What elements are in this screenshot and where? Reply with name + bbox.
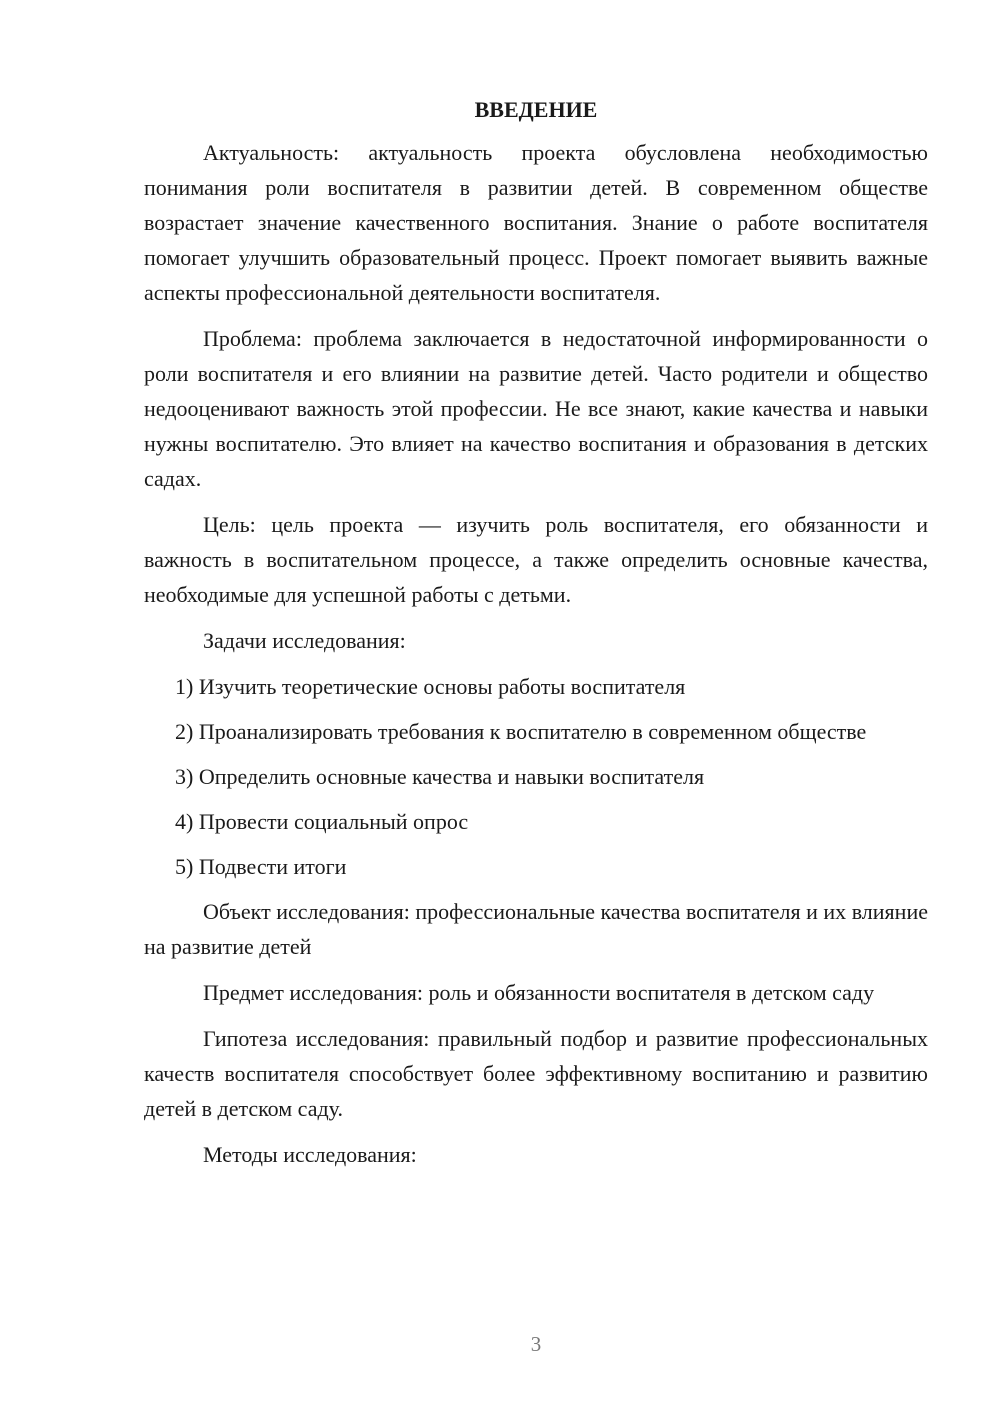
methods-heading: Методы исследования:	[203, 1142, 417, 1167]
tasks-heading: Задачи исследования:	[203, 628, 406, 653]
task-item-1: 1) Изучить теоретические основы работы воспитателя	[175, 674, 686, 699]
page-number: 3	[530, 1332, 542, 1356]
relevance-paragraph: Актуальность: актуальность проекта обусловлена необходимостью понимания роли воспитателя в развитии детей. В современном обществе возрастает значение качественного воспитания. Знание о работе воспитателя помогает улучшить образовательный процесс. Проект помогает выявить важные аспекты профессиональной деятельности воспитателя.	[144, 140, 928, 305]
goal-paragraph: Цель: цель проекта — изучить роль воспитателя, его обязанности и важность в воспитательном процессе, а также определить основные качества, необходимые для успешной работы с детьми.	[144, 512, 928, 607]
page-title: ВВЕДЕНИЕ	[474, 97, 598, 122]
problem-paragraph: Проблема: проблема заключается в недостаточной информированности о роли воспитателя и его влиянии на развитие детей. Часто родители и общество недооценивают важность этой профессии. Не все знают, какие качества и навыки нужны воспитателю. Это влияет на качество воспитания и образования в детских садах.	[144, 326, 928, 491]
subject-paragraph: Предмет исследования: роль и обязанности воспитателя в детском саду	[203, 980, 875, 1005]
object-paragraph: Объект исследования: профессиональные качества воспитателя и их влияние на развитие детей	[144, 899, 928, 959]
task-item-5: 5) Подвести итоги	[175, 854, 347, 879]
page-content	[144, 95, 928, 1183]
task-item-4: 4) Провести социальный опрос	[175, 809, 469, 834]
task-item-2: 2) Проанализировать требования к воспитателю в современном обществе	[175, 719, 867, 744]
hypothesis-paragraph: Гипотеза исследования: правильный подбор и развитие профессиональных качеств воспитателя способствует более эффективному воспитанию и развитию детей в детском саду.	[144, 1026, 928, 1121]
task-item-3: 3) Определить основные качества и навыки воспитателя	[175, 764, 705, 789]
